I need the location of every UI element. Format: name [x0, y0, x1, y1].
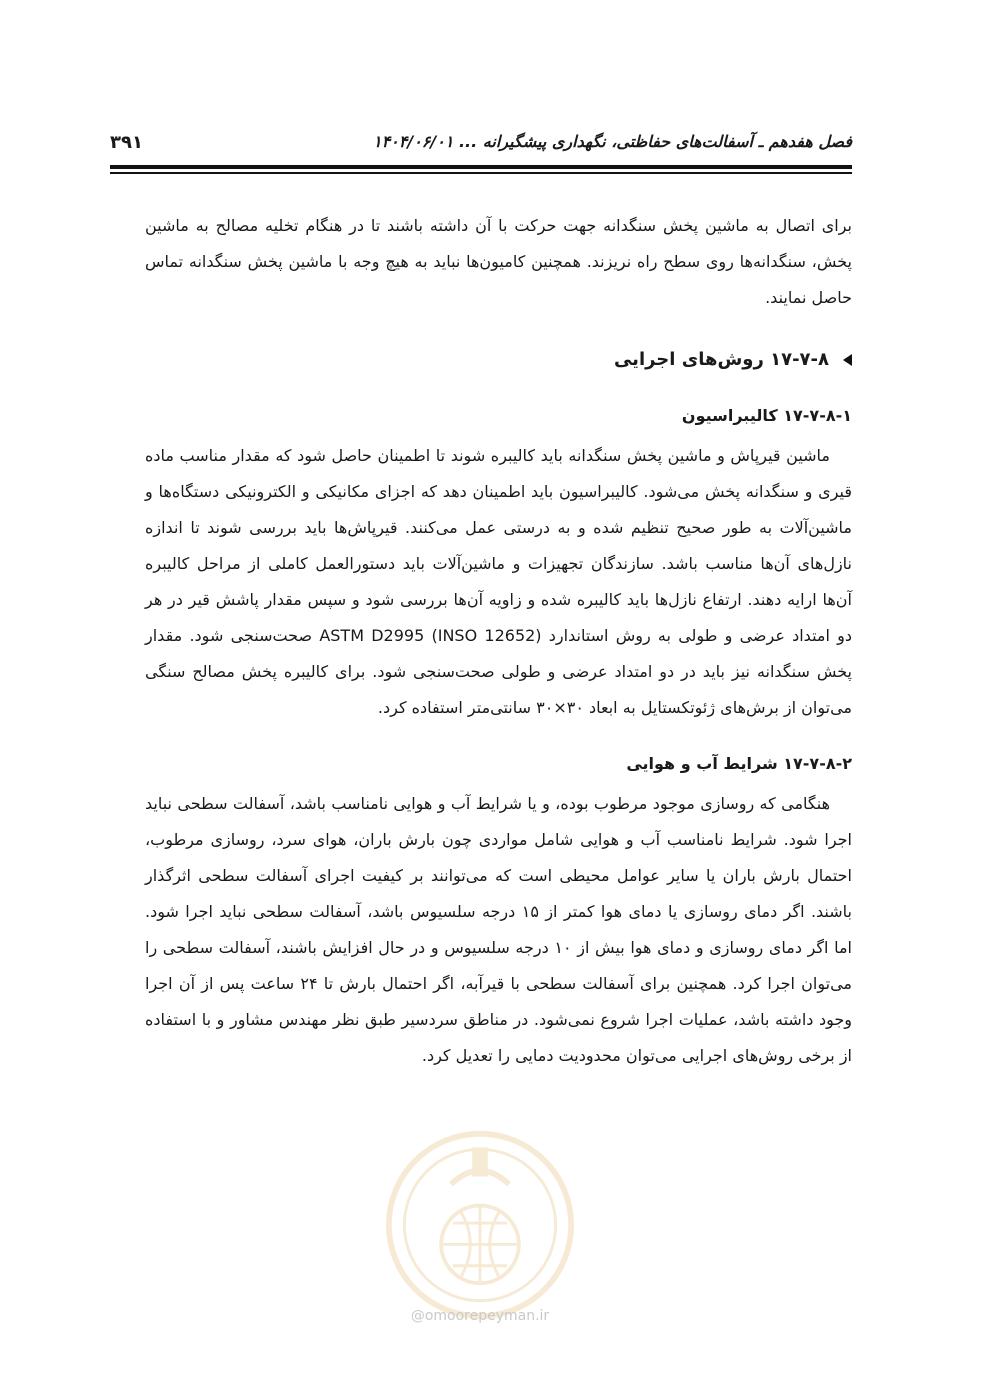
calibration-paragraph: ماشین قیرپاش و ماشین پخش سنگدانه باید کالیبره شوند تا اطمینان حاصل شود که مقدار مناسب ماده قیری و سنگدانه پخش می‌شود. کالیبراسیون باید اطمینان دهد که اجزای مکانیکی و الکترونیکی دستگاه‌ها و ماشین‌آلات به طور صحیح تنظیم شده و به درستی عمل می‌کنند. قیرپاش‌ها باید بررسی شوند تا اندازه نازل‌های آن‌ها مناسب باشد. سازندگان تجهیزات و ماشین‌آلات باید دستورالعمل کاملی از مراحل کالیبره آن‌ها ارایه دهند. ارتفاع نازل‌ها باید کالیبره شده و زاویه آن‌ها بررسی شود و سپس مقدار پاشش قیر در هر دو امتداد عرضی و طولی به روش استاندارد ASTM D2995 (INSO 12652) صحت‌سنجی شود. مقدار پخش سنگدانه نیز باید در دو امتداد عرضی و طولی صحت‌سنجی شود. برای کالیبره پخش مصالح سنگی می‌توان از برش‌های ژئوتکستایل به ابعاد ۳۰×۳۰ سانتی‌متر استفاده کرد. — [145, 446, 853, 717]
publisher-logo-watermark — [383, 1128, 577, 1322]
watermark-handle: @omoorepeyman.ir — [410, 1308, 550, 1324]
subsection-heading-calibration: ۱۷-۷-۸-۱ کالیبراسیون — [681, 406, 852, 425]
running-header — [110, 126, 852, 160]
weather-paragraph: هنگامی که روسازی موجود مرطوب بوده، و یا شرایط آب و هوایی نامناسب باشد، آسفالت سطحی نباید اجرا شود. شرایط نامناسب آب و هوایی شامل مواردی چون بارش باران، هوای سرد، روسازی مرطوب، احتمال بارش باران یا سایر عوامل محیطی است که می‌توانند بر کیفیت اجرای آسفالت سطحی اثرگذار باشند. اگر دمای روسازی یا دمای هوا کمتر از ۱۵ درجه سلسیوس باشد، آسفالت سطحی نباید اجرا شود. اما اگر دمای روسازی و دمای هوا بیش از ۱۰ درجه سلسیوس و در حال افزایش باشند، آسفالت سطحی را می‌توان اجرا کرد. همچنین برای آسفالت سطحی با قیرآبه، اگر احتمال بارش تا ۲۴ ساعت پس از آن اجرا وجود داشته باشد، عملیات اجرا شروع نمی‌شود. در مناطق سردسیر طبق نظر مهندس مشاور و با استفاده از برخی روش‌های اجرایی می‌توان محدودیت دمایی را تعدیل کرد. — [145, 794, 852, 1065]
subsection-heading-weather: ۱۷-۷-۸-۲ شرایط آب و هوایی — [626, 754, 852, 773]
section-heading-text: ۱۷-۷-۸ روش‌های اجرایی — [613, 349, 829, 370]
page-number: ۳۹۱ — [110, 132, 143, 153]
header-rule-thick — [110, 165, 852, 169]
document-body — [145, 208, 852, 1074]
header-rule-thin — [110, 172, 852, 174]
chapter-title: فصل هفدهم ـ آسفالت‌های حفاظتی، نگهداری پیشگیرانه ... ۱۴۰۴/۰۶/۰۱ — [372, 132, 852, 151]
triangle-bullet-icon — [843, 354, 852, 366]
section-heading — [145, 342, 852, 378]
intro-paragraph: برای اتصال به ماشین پخش سنگدانه جهت حرکت با آن داشته باشند تا در هنگام تخلیه مصالح به ماشین پخش، سنگدانه‌ها روی سطح راه نریزند. همچنین کامیون‌ها نباید به هیچ وجه با ماشین پخش سنگدانه تماس حاصل نمایند. — [145, 216, 852, 307]
